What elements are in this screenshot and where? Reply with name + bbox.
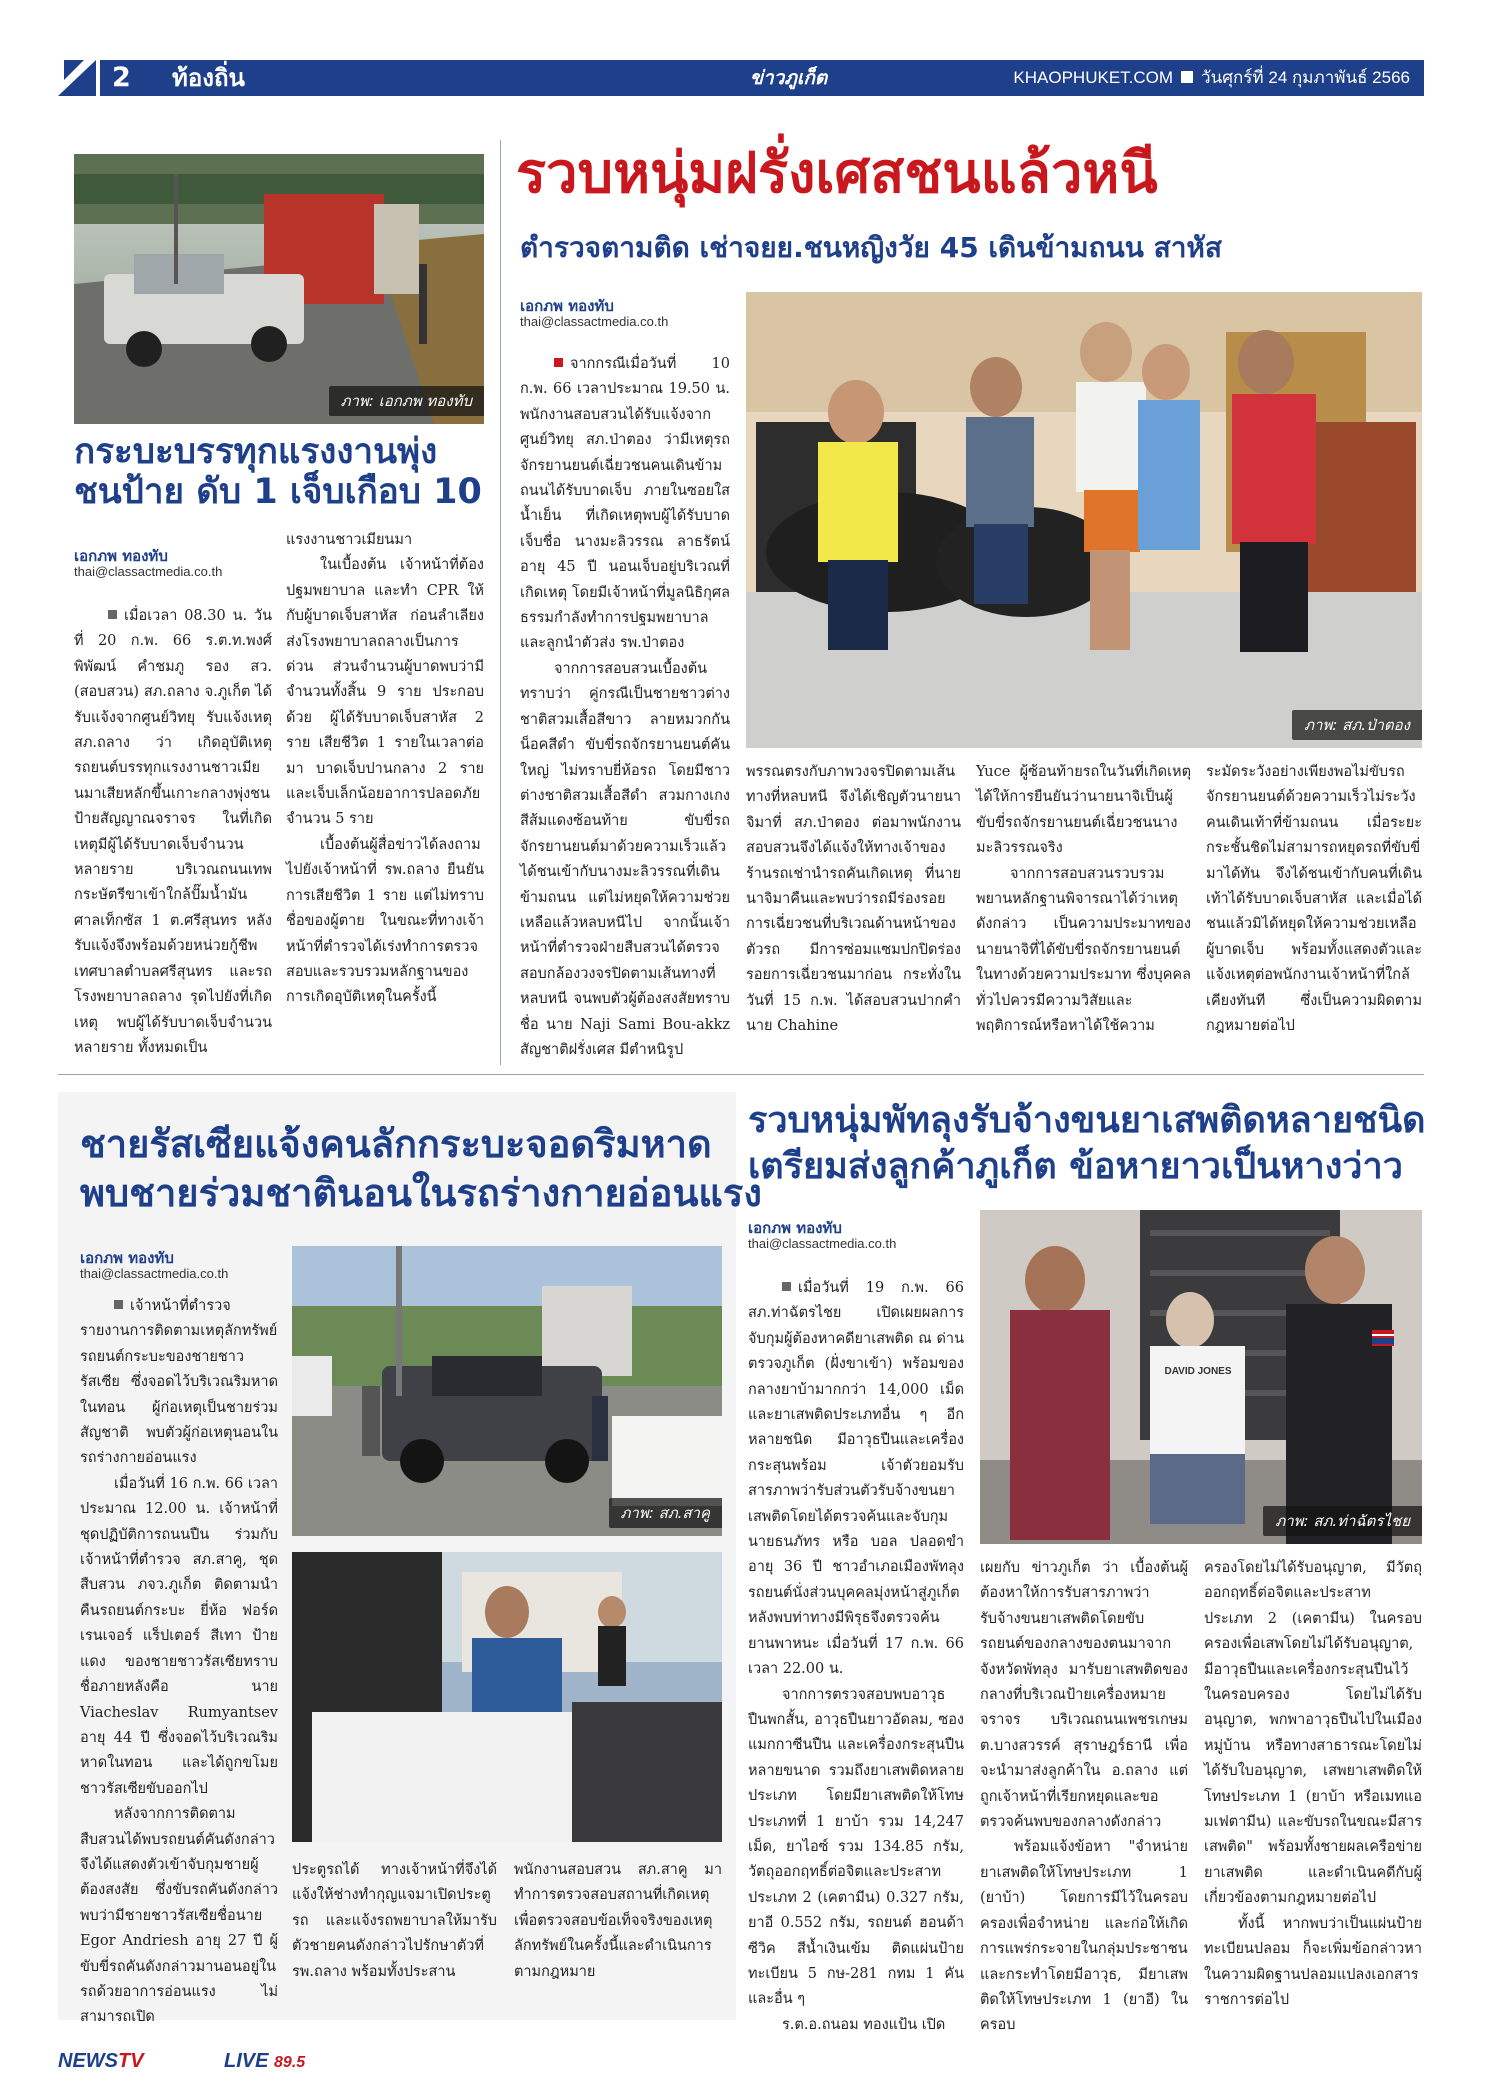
story2-photo	[746, 292, 1422, 748]
story2-column-2: พรรณตรงกับภาพวงจรปิดตามเส้นทางที่หลบหนี จึงได้เชิญตัวนายนาจิมาที่ สภ.ป่าตอง ต่อมาพนักงานสอบสวนจึงได้แจ้งให้ทางเจ้าของร้านรถเช่านำรถคันเกิดเหตุ ที่นายนาจิมาคืนและพบว่ารถมีร่องรอยการเฉี่ยวชนที่บริเวณด้านหน้าของตัวรถ มีการซ่อมแซมปกปิดร่องรอยการเฉี่ยวชนมาก่อน กระทั่งในวันที่ 15 ก.พ. ได้สอบสวนปากคำนาย Chahine	[746, 764, 961, 1035]
story4-headline: รวบหนุ่มพัทลุงรับจ้างขนยาเสพติดหลายชนิด เตรียมส่งลูกค้าภูเก็ต ข้อหายาวเป็นหางว่าว	[748, 1100, 1426, 1188]
story3-headline: ชายรัสเซียแจ้งคนลักกระบะจอดริมหาด พบชายร่วมชาตินอนในรถร่างกายอ่อนแรง	[80, 1122, 762, 1216]
story4-byline-email[interactable]: thai@classactmedia.co.th	[748, 1236, 897, 1251]
website-link[interactable]: KHAOPHUKET.COM	[1013, 68, 1174, 87]
story4-column-2: เผยกับ ข่าวภูเก็ต ว่า เบื้องต้นผู้ต้องหาให้การรับสารภาพว่า รับจ้างขนยาเสพติดโดยขับรถยนต์ของกลางของตนมาจากจังหวัดพัทลุง มารับยาเสพติดของกลางที่บริเวณป้ายเครื่องหมายจราจร บริเวณถนนเพชรเกษม ต.บางสวรรค์ สุราษฎร์ธานี เพื่อจะนำมาส่งลูกค้าใน อ.ถลาง แต่ถูกเจ้าหน้าที่เรียกหยุดและขอตรวจค้นพบของกลางดังกล่าว พร้อมแจ้งข้อหา "จำหน่ายยาเสพติดให้โทษประเภท 1 (ยาบ้า) โดยการมีไว้ในครอบครองเพื่อจำหน่าย และก่อให้เกิดการแพร่กระจายในกลุ่มประชาชน และกระทำโดยมีอาวุธ, มียาเสพติดให้โทษประเภท 1 (ยาอี) ในครอบ	[980, 1560, 1188, 2034]
police-bike-shop-scene	[746, 292, 1422, 748]
story2-column-3: Yuce ผู้ซ้อนท้ายรถในวันที่เกิดเหตุได้ให้การยืนยันว่านายนาจิเป็นผู้ขับขี่รถจักรยานยนต์เฉี่ยวชนนางมะลิวรรณจริง จากการสอบสวนรวบรวมพยานหลักฐานพิจารณาได้ว่าเหตุดังกล่าว เป็นความประมาทของนายนาจิที่ได้ขับขี่รถจักรยานยนต์ในทางด้วยความประมาท ซึ่งบุคคลทั่วไปควรมีความวิสัยและพฤติการณ์หรือหาได้ใช้ความ	[976, 764, 1191, 1035]
story3-column-1: เจ้าหน้าที่ตำรวจรายงานการติดตามเหตุลักทรัพย์รถยนต์กระบะของชายชาวรัสเซีย ซึ่งจอดไว้บริเวณริมหาดในทอน ผู้ก่อเหตุเป็นชายร่วมสัญชาติ พบตัวผู้ก่อเหตุนอนในรถร่างกายอ่อนแรง เมื่อวันที่ 16 ก.พ. 66 เวลาประมาณ 12.00 น. เจ้าหน้าที่ชุดปฏิบัติการถนนปืน ร่วมกับ เจ้าหน้าที่ตำรวจ สภ.สาคู, ชุดสืบสวน ภจว.ภูเก็ต ติดตามนำคืนรถยนต์กระบะ ยี่ห้อ ฟอร์ด เรนเจอร์ แร็ปเตอร์ สีเทา ป้ายแดง ของชายชาวรัสเซียทราบชื่อภายหลังคือ นาย Viacheslav Rumyantsev อายุ 44 ปี ซึ่งจอดไว้บริเวณริมหาดในทอน และได้ถูกขโมยชาวรัสเซียขับออกไป หลังจากการติดตามสืบสวนได้พบรถยนต์คันดังกล่าว จึงได้แสดงตัวเข้าจับกุมชายผู้ต้องสงสัย ซึ่งขับรถคันดังกล่าวพบว่ามีชายชาวรัสเซียชื่อนาย Egor Andriesh อายุ 27 ปี ผู้ขับขี่รถคันดังกล่าวมานอนอยู่ในรถด้วยอาการอ่อนแรง ไม่สามารถเปิด	[80, 1298, 278, 2026]
story4-byline-name: เอกภพ ทองทับ	[748, 1219, 842, 1237]
story2-headline: รวบหนุ่มฝรั่งเศสชนแล้วหนี	[516, 141, 1158, 206]
header-right	[1013, 60, 1410, 96]
story4-photo	[980, 1210, 1422, 1544]
pickup-truck-parking-scene	[292, 1246, 722, 1536]
corner-logo-icon	[58, 60, 96, 96]
story3-column-3: พนักงานสอบสวน สภ.สาคู มาทำการตรวจสอบสถานที่เกิดเหตุเพื่อตรวจสอบข้อเท็จจริงของเหตุลักทรัพย์ในครั้งนี้และดำเนินการตามกฎหมาย	[514, 1862, 722, 1980]
story1-byline-name: เอกภพ ทองทับ	[74, 547, 168, 565]
header-bar	[100, 60, 1424, 96]
issue-date: วันศุกร์ที่ 24 กุมภาพันธ์ 2566	[1201, 68, 1410, 87]
story3-photo-bottom	[292, 1552, 722, 1842]
police-arrest-scene	[980, 1210, 1422, 1544]
story4-column-3: ครองโดยไม่ได้รับอนุญาต, มีวัตถุออกฤทธิ์ต่อจิตและประสาท ประเภท 2 (เคตามีน) ในครอบครองเพื่อเสพโดยไม่ได้รับอนุญาต, มีอาวุธปืนและเครื่องกระสุนปืนไว้ในครอบครอง โดยไม่ได้รับอนุญาต, พกพาอาวุธปืนไปในเมือง หมู่บ้าน หรือทางสาธารณะโดยไม่ได้รับใบอนุญาต, เสพยาเสพติดให้โทษประเภท 1 (ยาบ้า หรือเมทแอมเฟตามีน) และขับรถในขณะมีสารเสพติด" พร้อมทั้งชายผลเครือข่ายยาเสพติด และดำเนินคดีกับผู้เกี่ยวข้องตามกฎหมายต่อไป ทั้งนี้ หากพบว่าเป็นแผ่นป้ายทะเบียนปลอม ก็จะเพิ่มข้อกล่าวหาในความผิดฐานปลอมแปลงเอกสารราชการต่อไป	[1204, 1560, 1422, 2008]
masthead-logo: ข่าวภูเก็ต	[750, 67, 828, 89]
truck-interior-scene	[292, 1552, 722, 1842]
story1-headline: กระบะบรรทุกแรงงานพุ่ง ชนป้าย ดับ 1 เจ็บเกือบ 10	[74, 432, 482, 513]
truck-crash-scene	[74, 154, 484, 424]
separator-square-icon	[1181, 71, 1193, 83]
story1-column-1: เมื่อเวลา 08.30 น. วันที่ 20 ก.พ. 66 ร.ต.ท.พงศ์พิพัฒน์ คำชมภู รอง สว.(สอบสวน) สภ.ถลาง จ.ภูเก็ต ได้รับแจ้งจากศูนย์วิทยุ รับแจ้งเหตุ สภ.ถลาง ว่า เกิดอุบัติเหตุรถยนต์บรรทุกแรงงานชาวเมียนมาเสียหลักขึ้นเกาะกลางพุ่งชนป้ายสัญญาณจราจร ในที่เกิดเหตุมีผู้ได้รับบาดเจ็บจำนวนหลายราย บริเวณถนนเทพกระษัตรีขาเข้าใกล้ปั๊มน้ำมันศาลเท็กซัส 1 ต.ศรีสุนทร หลังรับแจ้งจึงพร้อมด้วยหน่วยกู้ชีพเทศบาลตำบลศรีสุนทร และรถโรงพยาบาลถลาง รุดไปยังที่เกิดเหตุ พบผู้ได้รับบาดเจ็บจำนวนหลายราย ทั้งหมดเป็น	[74, 608, 272, 1056]
section-name: ท้องถิ่น	[172, 64, 245, 92]
shirt-text: DAVID JONES	[1164, 1366, 1232, 1377]
section-divider	[58, 1074, 1424, 1075]
story3-photo-caption: ภาพ: สภ.สาคู	[609, 1498, 722, 1528]
story2-subhead: ตำรวจตามติด เช่าจยย.ชนหญิงวัย 45 เดินข้ามถนน สาหัส	[520, 231, 1222, 264]
story3-byline-email[interactable]: thai@classactmedia.co.th	[80, 1266, 229, 1281]
story2-byline-email[interactable]: thai@classactmedia.co.th	[520, 314, 669, 329]
page-header	[58, 60, 1424, 96]
page-number: 2	[112, 62, 131, 93]
story3-column-2: ประตูรถได้ ทางเจ้าหน้าที่จึงได้แจ้งให้ช่างทำกุญแจมาเปิดประตูรถ และแจ้งรถพยาบาลให้มารับตัวชายคนดังกล่าวไปรักษาตัวที่ รพ.ถลาง พร้อมทั้งประสาน	[292, 1862, 497, 1980]
story3-byline-name: เอกภพ ทองทับ	[80, 1249, 174, 1267]
news-tv-logo: NEWSTV	[58, 2050, 144, 2072]
story1-column-2: แรงงานชาวเมียนมา ในเบื้องต้น เจ้าหน้าที่ต้องปฐมพยาบาล และทำ CPR ให้กับผู้บาดเจ็บสาหัส ก่อนลำเลียงส่งโรงพยาบาลถลางเป็นการด่วน ส่วนจำนวนผู้บาดพบว่ามีจำนวนทั้งสิ้น 9 ราย ประกอบด้วย ผู้ได้รับบาดเจ็บสาหัส 2 ราย เสียชีวิต 1 รายในเวลาต่อมา บาดเจ็บปานกลาง 2 ราย และเจ็บเล็กน้อยอาการปลอดภัยจำนวน 5 ราย เบื้องต้นผู้สื่อข่าวได้ลงถามไปยังเจ้าหน้าที่ รพ.ถลาง ยืนยันการเสียชีวิต 1 ราย แต่ไม่ทราบชื่อของผู้ตาย ในขณะที่ทางเจ้าหน้าที่ตำรวจได้เร่งทำการตรวจสอบและรวบรวมหลักฐานของการเกิดอุบัติเหตุในครั้งนี้	[286, 532, 484, 1006]
story4-photo-caption: ภาพ: สภ.ท่าฉัตรไชย	[1263, 1506, 1422, 1536]
live-radio-logo: LIVE 89.5	[224, 2050, 306, 2072]
story2-column-4: ระมัดระวังอย่างเพียงพอไม่ขับรถจักรยานยนต์ด้วยความเร็วไม่ระวังคนเดินเท้าที่ข้ามถนน เมื่อระยะกระชั้นชิดไม่สามารถหยุดรถที่ขับขี่มาได้ทัน จึงได้ชนเข้ากับคนที่เดินเท้าได้รับบาดเจ็บสาหัส และเมื่อได้ชนแล้วมิได้หยุดให้ความช่วยเหลือผู้บาดเจ็บ พร้อมทั้งแสดงตัวและแจ้งเหตุต่อพนักงานเจ้าหน้าที่ใกล้เคียงทันที ซึ่งเป็นความผิดตามกฎหมายต่อไป	[1206, 764, 1422, 1035]
story1-byline-email[interactable]: thai@classactmedia.co.th	[74, 564, 223, 579]
story2-byline-name: เอกภพ ทองทับ	[520, 297, 614, 315]
bullet-square-icon	[554, 358, 563, 367]
story1-photo-caption: ภาพ: เอกภพ ทองทับ	[329, 386, 484, 416]
story4-column-1: เมื่อวันที่ 19 ก.พ. 66 สภ.ท่าฉัตรไชย เปิดเผยผลการจับกุมผู้ต้องหาคดียาเสพติด ณ ด่านตรวจภูเก็ต (ฝั่งขาเข้า) พร้อมของกลางยาบ้ามากกว่า 14,000 เม็ด และยาเสพติดประเภทอื่น ๆ อีกหลายชนิด มีอาวุธปืนและเครื่องกระสุนพร้อม เจ้าตัวยอมรับสารภาพว่ารับส่วนตัวรับจ้างขนยาเสพติดโดยได้ตรวจค้นและจับกุมนายธนภัทร หรือ บอล ปลอดขำ อายุ 36 ปี ชาวอำเภอเมืองพัทลุง รถยนต์นั่งส่วนบุคคลมุ่งหน้าสู่ภูเก็ต หลังพบท่าทางมีพิรุธจึงตรวจค้นยานพาหนะ เมื่อวันที่ 17 ก.พ. 66 เวลา 22.00 น. จากการตรวจสอบพบอาวุธปืนพกสั้น, อาวุธปืนยาวอัดลม, ซองแมกกาซีนปืน และเครื่องกระสุนปืนหลายขนาด รวมถึงยาเสพติดหลายประเภท โดยมียาเสพติดให้โทษประเภทที่ 1 ยาบ้า รวม 14,247 เม็ด, ยาไอซ์ รวม 134.85 กรัม, วัตถุออกฤทธิ์ต่อจิตและประสาท ประเภท 2 (เคตามีน) 0.327 กรัม, ยาอี 0.552 กรัม, รถยนต์ ฮอนด้า ซีวิค สีน้ำเงินเข้ม ติดแผ่นป้ายทะเบียน 5 กษ-281 กทม 1 คัน และอื่น ๆ ร.ต.อ.ถนอม ทองแป้น เปิด	[748, 1280, 964, 2033]
story2-column-1: จากกรณีเมื่อวันที่ 10 ก.พ. 66 เวลาประมาณ 19.50 น. พนักงานสอบสวนได้รับแจ้งจากศูนย์วิทยุ สภ.ป่าตอง ว่ามีเหตุรถจักรยานยนต์เฉี่ยวชนคนเดินข้ามถนนได้รับบาดเจ็บ ภายในซอยใส น้ำเย็น ที่เกิดเหตุพบผู้ได้รับบาดเจ็บชื่อ นางมะลิวรรณ ลาธรัตน์ อายุ 45 ปี นอนเจ็บอยู่บริเวณที่เกิดเหตุ โดยมีเจ้าหน้าที่มูลนิธิกุศลธรรมกำลังทำการปฐมพยาบาล และลูกนำตัวส่ง รพ.ป่าตอง จากการสอบสวนเบื้องต้นทราบว่า คู่กรณีเป็นชายชาวต่างชาติสวมเสื้อสีขาว ลายหมวกกันน็อคสีดำ ขับขี่รถจักรยานยนต์คันใหญ่ ไม่ทราบยี่ห้อรถ โดยมีชาวต่างชาติสวมเสื้อสีดำ สวมกางเกงสีส้มแดงซ้อนท้าย ขับขี่รถจักรยานยนต์มาด้วยความเร็วแล้วได้ชนเข้ากับนางมะลิวรรณที่เดินข้ามถนน แต่ไม่หยุดให้ความช่วยเหลือแล้วหลบหนีไป จากนั้นเจ้าหน้าที่ตำรวจฝ่ายสืบสวนได้ตรวจสอบกล้องวงจรปิดตามเส้นทางที่หลบหนี จนพบตัวผู้ต้องสงสัยทราบชื่อ นาย Naji Sami Bou-akkz สัญชาติฝรั่งเศส มีตำหนิรูป	[520, 356, 730, 1058]
bullet-square-icon	[108, 610, 117, 619]
story1-photo	[74, 154, 484, 424]
bullet-square-icon	[782, 1282, 791, 1291]
column-divider	[500, 140, 501, 1065]
story3-photo-top	[292, 1246, 722, 1536]
bullet-square-icon	[114, 1300, 123, 1309]
story2-photo-caption: ภาพ: สภ.ป่าตอง	[1292, 710, 1422, 740]
